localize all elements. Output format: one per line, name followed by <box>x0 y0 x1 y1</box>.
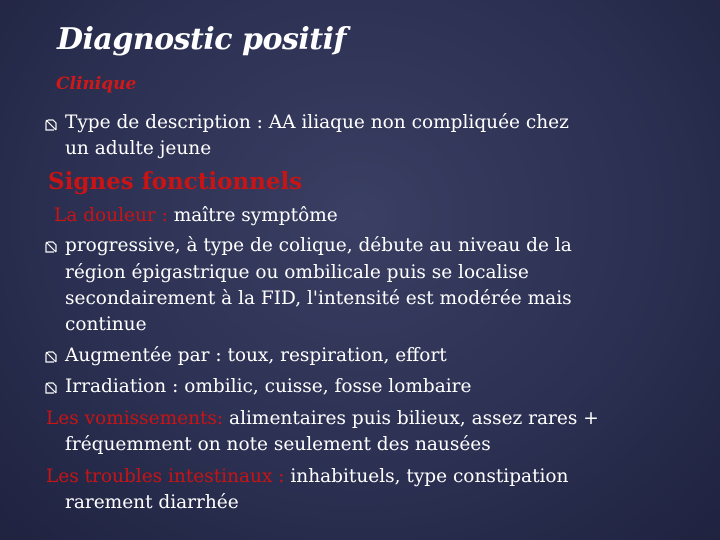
crossed-outline-bullet-icon <box>44 381 58 395</box>
douleur-text: maître symptôme <box>167 205 338 226</box>
crossed-outline-bullet-icon <box>44 118 58 132</box>
vomissements-label: Les vomissements: <box>46 408 224 429</box>
slide-title: Diagnostic positif <box>57 22 346 57</box>
progressive-line-4: continue <box>65 314 147 335</box>
vomissements-line-1 <box>46 408 599 430</box>
troubles-line-2: rarement diarrhée <box>65 492 239 513</box>
progressive-line-1: progressive, à type de colique, débute au niveau de la <box>65 235 572 256</box>
crossed-outline-bullet-icon <box>44 240 58 254</box>
irradiation-line: Irradiation : ombilic, cuisse, fosse lombaire <box>65 376 472 397</box>
troubles-line-1 <box>46 466 568 488</box>
section-heading: Signes fonctionnels <box>48 168 303 195</box>
troubles-text: inhabituels, type constipation <box>284 466 569 487</box>
troubles-label: Les troubles intestinaux : <box>46 466 285 487</box>
progressive-line-3: secondairement à la FID, l'intensité est modérée mais <box>65 288 572 309</box>
douleur-label: La douleur : <box>54 205 168 226</box>
type-description-line-2: un adulte jeune <box>65 138 212 159</box>
vomissements-line-2: fréquemment on note seulement des nausées <box>65 434 491 455</box>
douleur-line <box>54 205 338 227</box>
augmentee-line: Augmentée par : toux, respiration, effort <box>65 345 447 366</box>
slide-subtitle: Clinique <box>56 74 137 94</box>
vomissements-text: alimentaires puis bilieux, assez rares + <box>223 408 599 429</box>
crossed-outline-bullet-icon <box>44 350 58 364</box>
progressive-line-2: région épigastrique ou ombilicale puis se localise <box>65 262 529 283</box>
type-description-line-1: Type de description : AA iliaque non compliquée chez <box>65 112 569 133</box>
